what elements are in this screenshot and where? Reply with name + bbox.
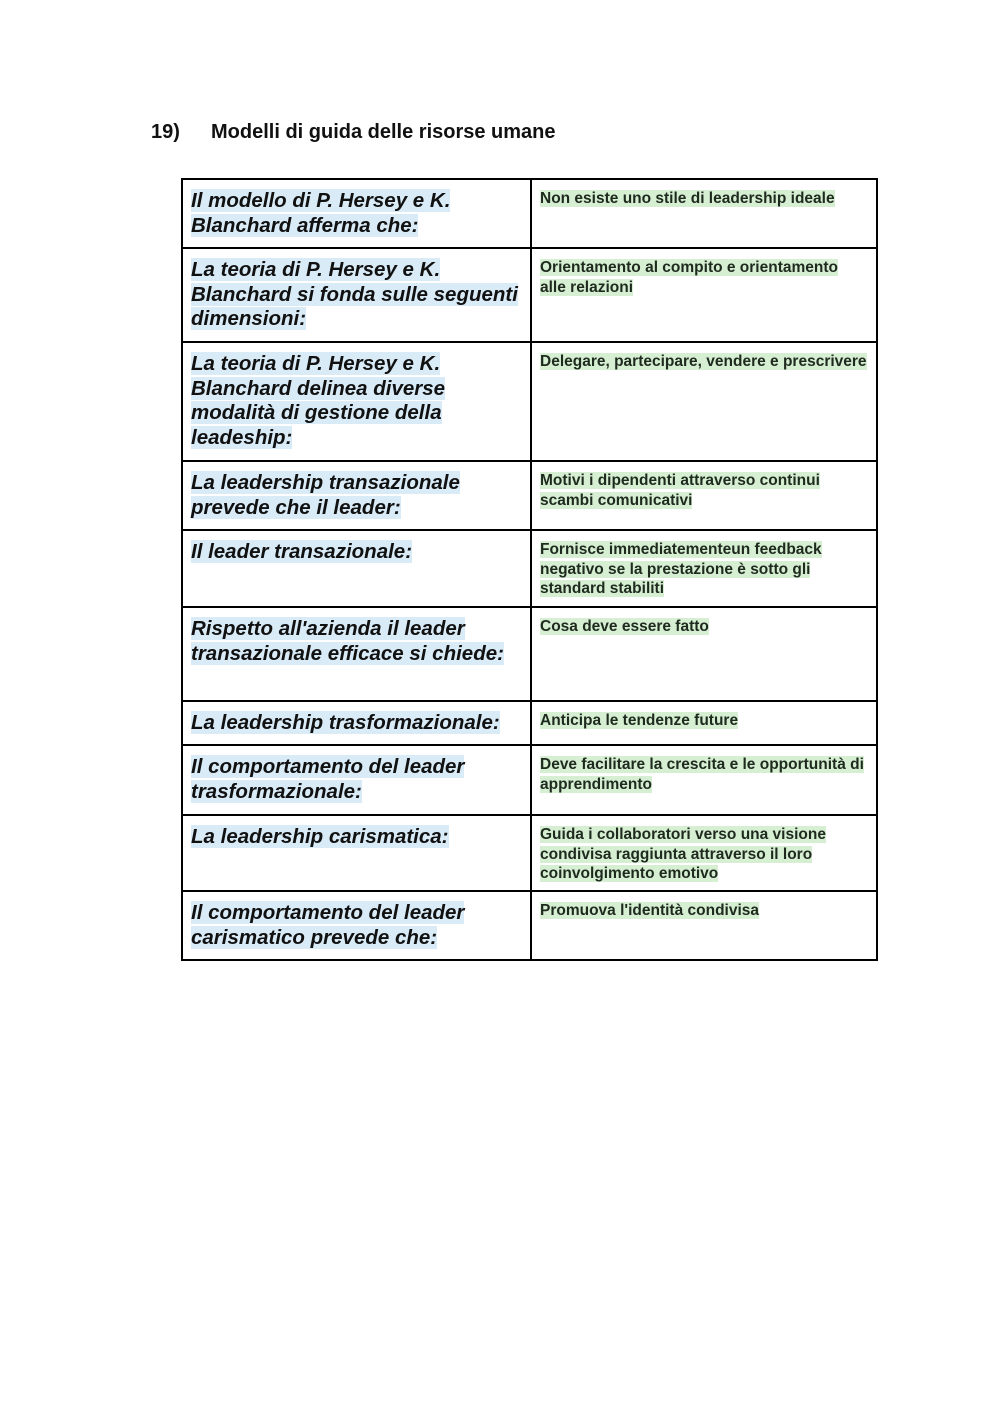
table-row bbox=[182, 461, 877, 530]
question-cell bbox=[182, 342, 531, 461]
section-number: 19) bbox=[151, 121, 180, 143]
answer-text: Orientamento al compito e orientamento alle relazioni bbox=[540, 259, 838, 296]
answer-text: Non esiste uno stile di leadership ideale bbox=[540, 190, 835, 207]
table-row bbox=[182, 891, 877, 960]
question-text: Il comportamento del leader trasformazionale: bbox=[191, 755, 465, 803]
answer-text: Promuova l'identità condivisa bbox=[540, 902, 760, 919]
table-row bbox=[182, 607, 877, 701]
table-row bbox=[182, 179, 877, 248]
answer-text: Guida i collaboratori verso una visione condivisa raggiunta attraverso il loro coinvolgimento emotivo bbox=[540, 826, 826, 882]
answer-cell bbox=[531, 530, 877, 607]
answer-cell bbox=[531, 701, 877, 745]
answer-cell bbox=[531, 461, 877, 530]
answer-text: Cosa deve essere fatto bbox=[540, 618, 709, 635]
answer-cell bbox=[531, 815, 877, 891]
question-cell bbox=[182, 891, 531, 960]
answer-text: Anticipa le tendenze future bbox=[540, 712, 739, 729]
table-row bbox=[182, 701, 877, 745]
question-cell bbox=[182, 815, 531, 891]
answer-cell bbox=[531, 248, 877, 342]
question-cell bbox=[182, 248, 531, 342]
answer-text: Fornisce immediatementeun feedback negativo se la prestazione è sotto gli standard stabiliti bbox=[540, 541, 822, 597]
table-row bbox=[182, 815, 877, 891]
question-text: La leadership carismatica: bbox=[191, 825, 449, 848]
question-text: La leadership trasformazionale: bbox=[191, 711, 500, 734]
section-title: Modelli di guida delle risorse umane bbox=[211, 121, 556, 143]
table-row bbox=[182, 248, 877, 342]
answer-text: Motivi i dipendenti attraverso continui scambi comunicativi bbox=[540, 472, 820, 509]
answer-cell bbox=[531, 607, 877, 701]
question-cell bbox=[182, 745, 531, 815]
question-text: Il modello di P. Hersey e K. Blanchard afferma che: bbox=[191, 189, 451, 237]
answer-cell bbox=[531, 342, 877, 461]
question-cell bbox=[182, 461, 531, 530]
answer-text: Deve facilitare la crescita e le opportunità di apprendimento bbox=[540, 756, 864, 793]
question-cell bbox=[182, 701, 531, 745]
table-row bbox=[182, 530, 877, 607]
answer-cell bbox=[531, 179, 877, 248]
question-text: Il comportamento del leader carismatico prevede che: bbox=[191, 901, 465, 949]
question-text: La leadership transazionale prevede che il leader: bbox=[191, 471, 460, 519]
question-cell bbox=[182, 530, 531, 607]
question-cell bbox=[182, 179, 531, 248]
table-row bbox=[182, 342, 877, 461]
question-cell bbox=[182, 607, 531, 701]
answer-cell bbox=[531, 745, 877, 815]
answer-text: Delegare, partecipare, vendere e prescrivere bbox=[540, 353, 867, 370]
question-text: La teoria di P. Hersey e K. Blanchard si fonda sulle seguenti dimensioni: bbox=[191, 258, 518, 330]
qa-table bbox=[181, 178, 878, 961]
table-row bbox=[182, 745, 877, 815]
question-text: La teoria di P. Hersey e K. Blanchard delinea diverse modalità di gestione della leadeship: bbox=[191, 352, 446, 449]
section-heading bbox=[151, 121, 556, 144]
question-text: Il leader transazionale: bbox=[191, 540, 413, 563]
answer-cell bbox=[531, 891, 877, 960]
question-text: Rispetto all'azienda il leader transazionale efficace si chiede: bbox=[191, 617, 504, 665]
